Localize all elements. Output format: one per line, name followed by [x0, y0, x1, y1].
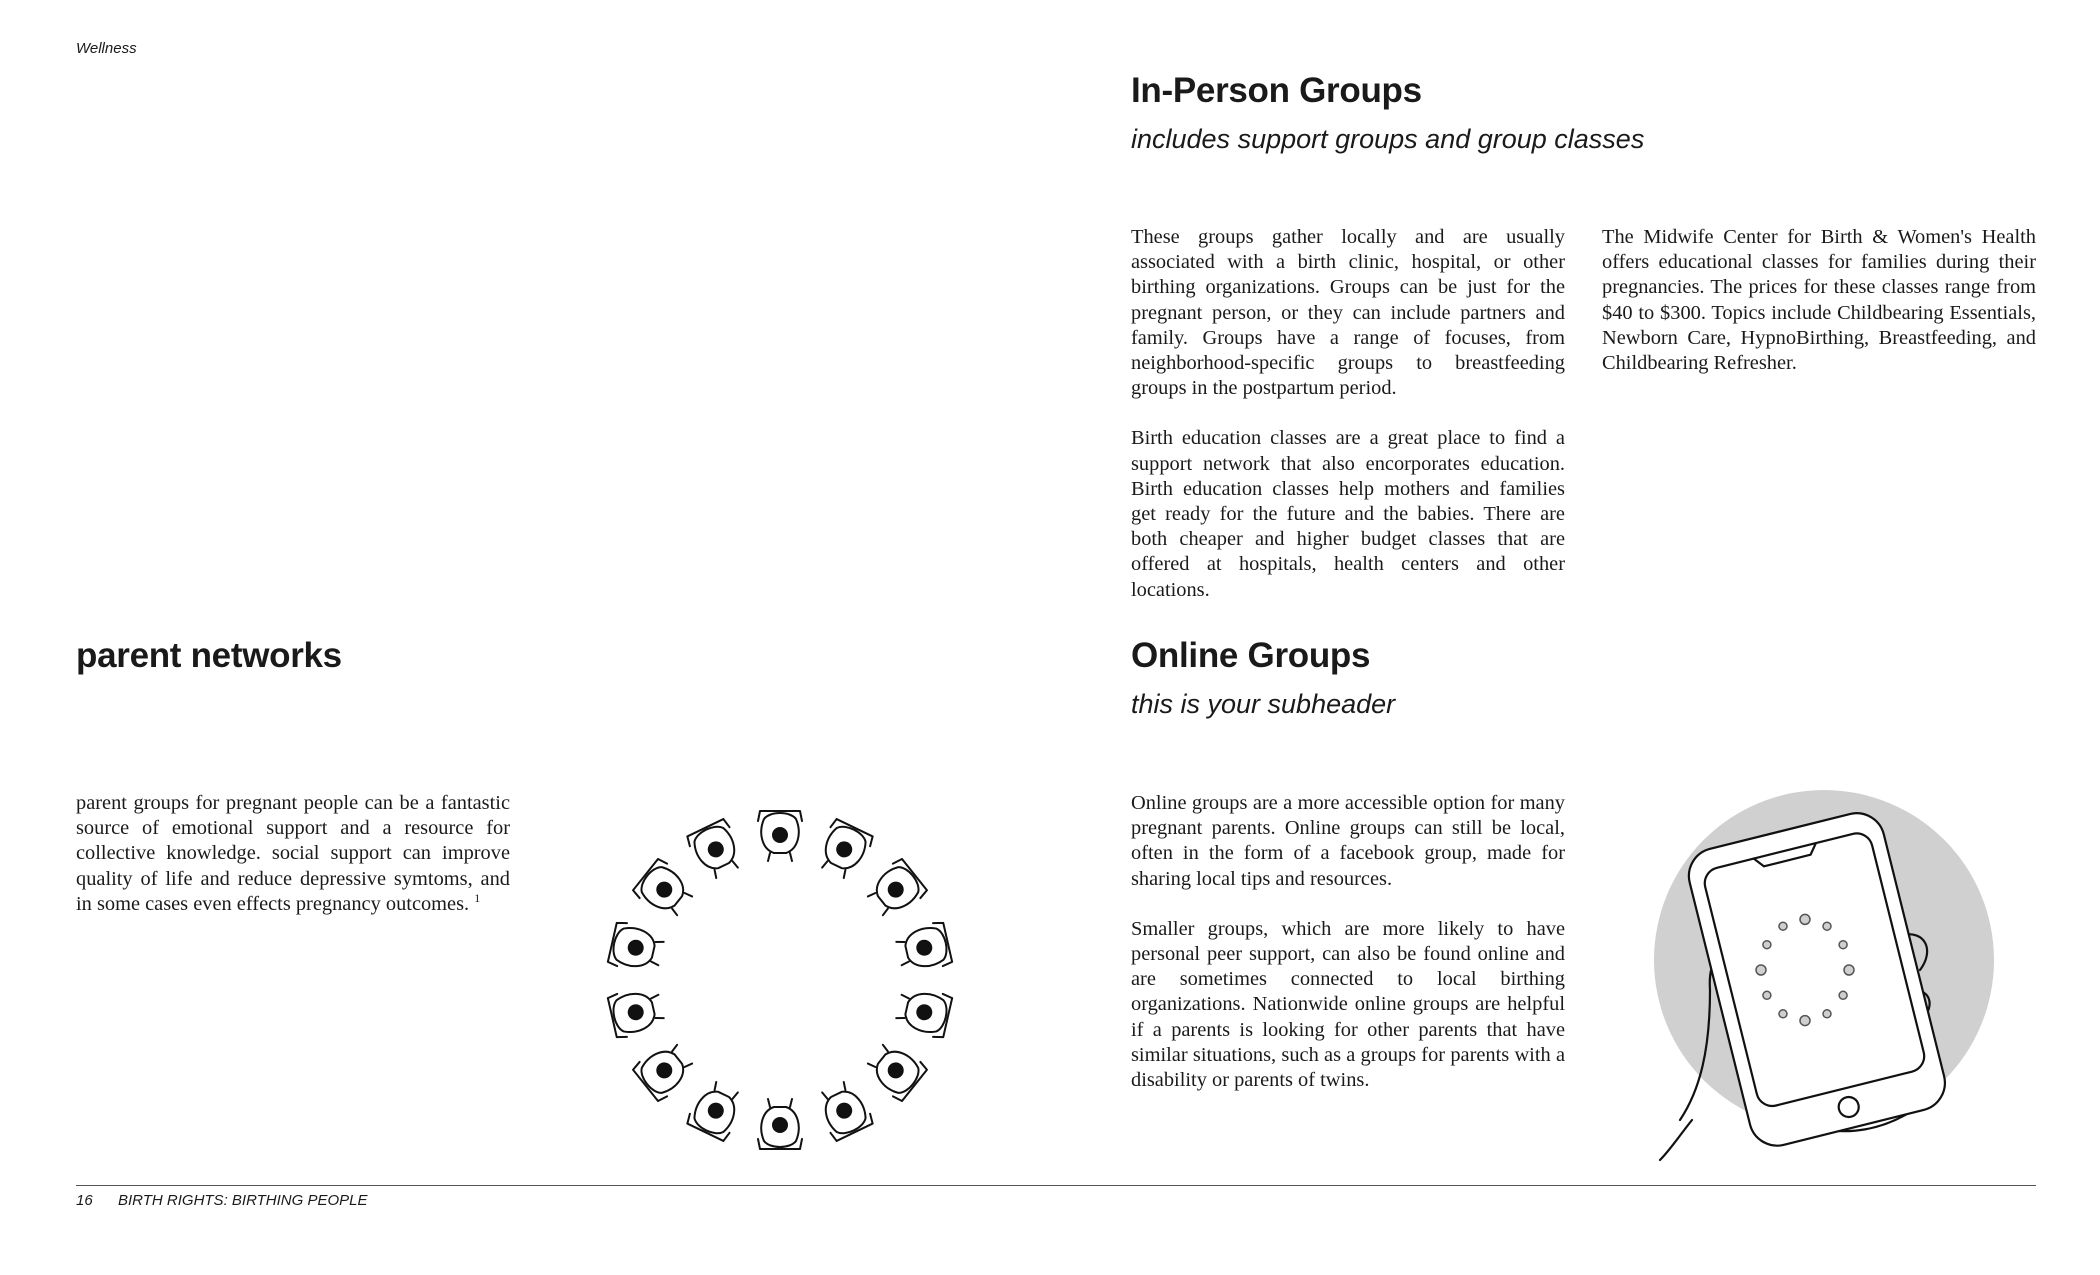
seated-figure	[686, 818, 747, 882]
online-heading: Online Groups	[1131, 636, 1371, 675]
people-circle-illustration	[570, 790, 990, 1170]
loading-dot	[1763, 991, 1771, 999]
in-person-column-1	[1131, 225, 1565, 603]
in-person-paragraph: Birth education classes are a great place to find a support network that also encorporates education. Birth education classes help mothers and families get ready for the future and the babies. There are both cheaper and higher budget classes that are offered at hospitals, health centers and other locations.	[1131, 427, 1565, 601]
hand-holding-phone-illustration	[1640, 790, 2000, 1160]
seated-figure	[894, 921, 953, 975]
online-paragraph: Smaller groups, which are more likely to have personal peer support, can also be found online and are sometimes connected to local birthing organizations. Nationwide online groups are helpful if a parents is looking for other parents that have similar situations, such as a groups for parents with a disability or parents of twins.	[1131, 917, 1565, 1092]
loading-dot	[1839, 991, 1847, 999]
in-person-heading: In-Person Groups	[1131, 71, 1422, 110]
online-column	[1131, 791, 1565, 1093]
loading-dot	[1779, 1010, 1787, 1018]
in-person-paragraph: The Midwife Center for Birth & Women's Health offers educational classes for families during their pregnancies. The prices for these classes range from $40 to $300. Topics include Childbearing Essentials, Newborn Care, HypnoBirthing, Breastfeeding, and Childbearing Refresher.	[1602, 226, 2036, 375]
parent-networks-text: parent groups for pregnant people can be a fantastic source of emotional support and a resource for collective knowledge. social support can improve quality of life and reduce depressive symtoms, and in some cases even effects pregnancy outcomes.	[76, 792, 510, 915]
loading-dot	[1800, 1016, 1810, 1026]
loading-dot	[1779, 922, 1787, 930]
page-number: 16	[76, 1192, 93, 1209]
footer-rule	[76, 1185, 2036, 1186]
online-paragraph: Online groups are a more accessible option for many pregnant parents. Online groups can still be local, often in the form of a facebook group, made for sharing local tips and resources.	[1131, 792, 1565, 890]
loading-dot	[1800, 914, 1810, 924]
online-subheader: this is your subheader	[1131, 689, 1396, 719]
seated-figure	[607, 921, 666, 975]
in-person-subheader: includes support groups and group classes	[1131, 124, 1645, 154]
seated-figure	[758, 811, 802, 861]
seated-figure	[813, 1078, 874, 1142]
seated-figure	[813, 818, 874, 882]
parent-networks-heading: parent networks	[76, 636, 342, 675]
loading-dot	[1823, 1010, 1831, 1018]
loading-dot	[1844, 965, 1854, 975]
seated-figure	[632, 1037, 699, 1103]
footer-title: BIRTH RIGHTS: BIRTHING PEOPLE	[118, 1192, 368, 1209]
running-head: Wellness	[76, 40, 137, 57]
seated-figure	[862, 857, 929, 923]
seated-figure	[607, 985, 666, 1039]
parent-networks-body	[76, 791, 510, 917]
seated-figure	[758, 1099, 802, 1149]
footnote-ref: 1	[474, 891, 481, 906]
seated-figure	[686, 1078, 747, 1142]
seated-figure	[632, 857, 699, 923]
seated-figure	[862, 1037, 929, 1103]
loading-dot	[1763, 941, 1771, 949]
loading-dot	[1823, 922, 1831, 930]
in-person-column-2	[1602, 225, 2036, 376]
loading-dot	[1756, 965, 1766, 975]
thumb-outline	[1660, 1120, 1692, 1160]
in-person-paragraph: These groups gather locally and are usually associated with a birth clinic, hospital, or other birthing organizations. Groups can be just for the pregnant person, or they can include partners and family. Groups have a range of focuses, from neighborhood-specific groups to breastfeeding groups in the postpartum period.	[1131, 226, 1565, 400]
loading-dot	[1839, 941, 1847, 949]
seated-figure	[894, 985, 953, 1039]
